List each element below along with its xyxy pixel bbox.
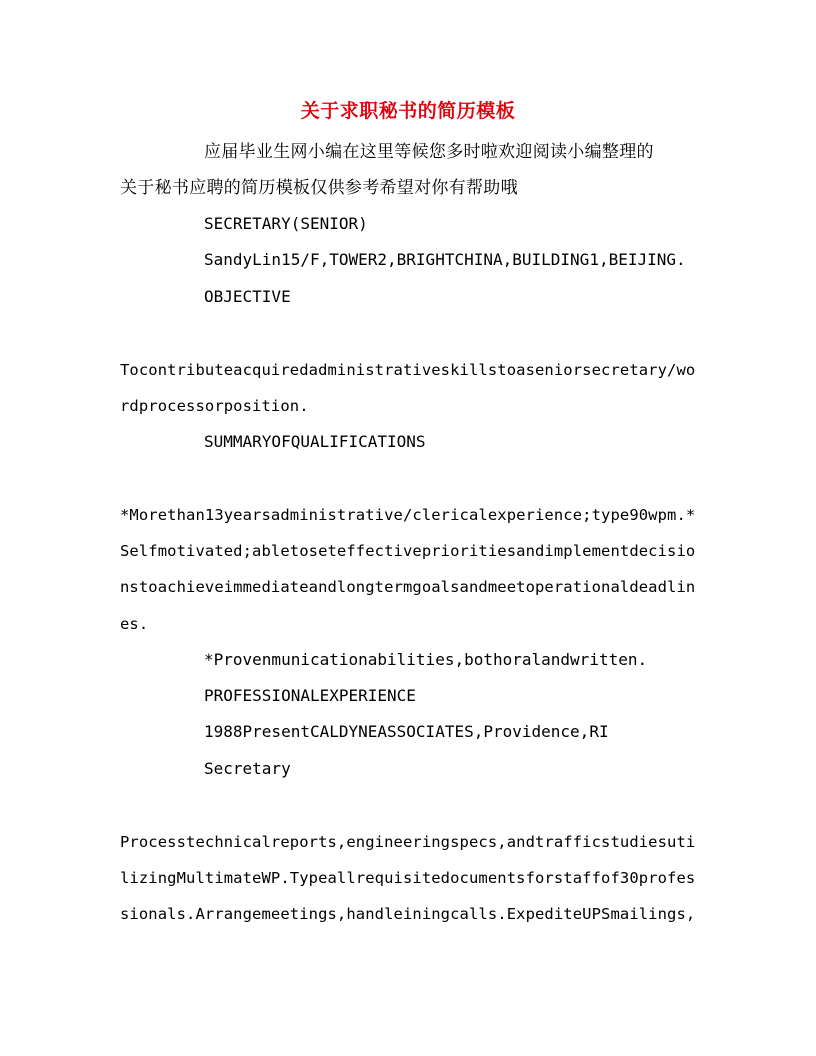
job-description-line-2: lizingMultimateWP.Typeallrequisitedocumentsforstaffof30profes — [120, 869, 696, 887]
job-line: 1988PresentCALDYNEASSOCIATES,Providence,RI — [204, 722, 609, 741]
job-description-line-1: Processtechnicalreports,engineeringspecs,andtrafficstudiesuti — [120, 833, 696, 851]
summary-line-3: nstoachieveimmediateandlongtermgoalsandmeetoperationaldeadlin — [120, 578, 696, 596]
objective-line-1: Tocontributeacquiredadministrativeskillstoaseniorsecretary/wo — [120, 361, 696, 379]
position-title: SECRETARY(SENIOR) — [204, 214, 368, 233]
summary-line-2: Selfmotivated;abletoseteffectiveprioritiesandimplementdecisio — [120, 542, 696, 560]
summary-line-4: es. — [120, 615, 149, 633]
summary-line-1: *Morethan13yearsadministrative/clericalexperience;type90wpm.* — [120, 506, 696, 524]
experience-heading: PROFESSIONALEXPERIENCE — [204, 686, 416, 705]
objective-line-2: rdprocessorposition. — [120, 397, 309, 415]
document-title: 关于求职秘书的简历模板 — [300, 100, 516, 122]
summary-heading: SUMMARYOFQUALIFICATIONS — [204, 432, 426, 451]
job-title: Secretary — [204, 759, 291, 778]
intro-line-2: 关于秘书应聘的简历模板仅供参考希望对你有帮助哦 — [120, 178, 518, 198]
contact-line: SandyLin15/F,TOWER2,BRIGHTCHINA,BUILDING1,BEIJING. — [204, 250, 686, 269]
intro-line-1: 应届毕业生网小编在这里等候您多时啦欢迎阅读小编整理的 — [204, 142, 654, 162]
objective-heading: OBJECTIVE — [204, 287, 291, 306]
job-description-line-3: sionals.Arrangemeetings,handleiningcalls.ExpediteUPSmailings, — [120, 905, 696, 923]
summary-line-5: *Provenmunicationabilities,bothoralandwritten. — [204, 650, 648, 669]
